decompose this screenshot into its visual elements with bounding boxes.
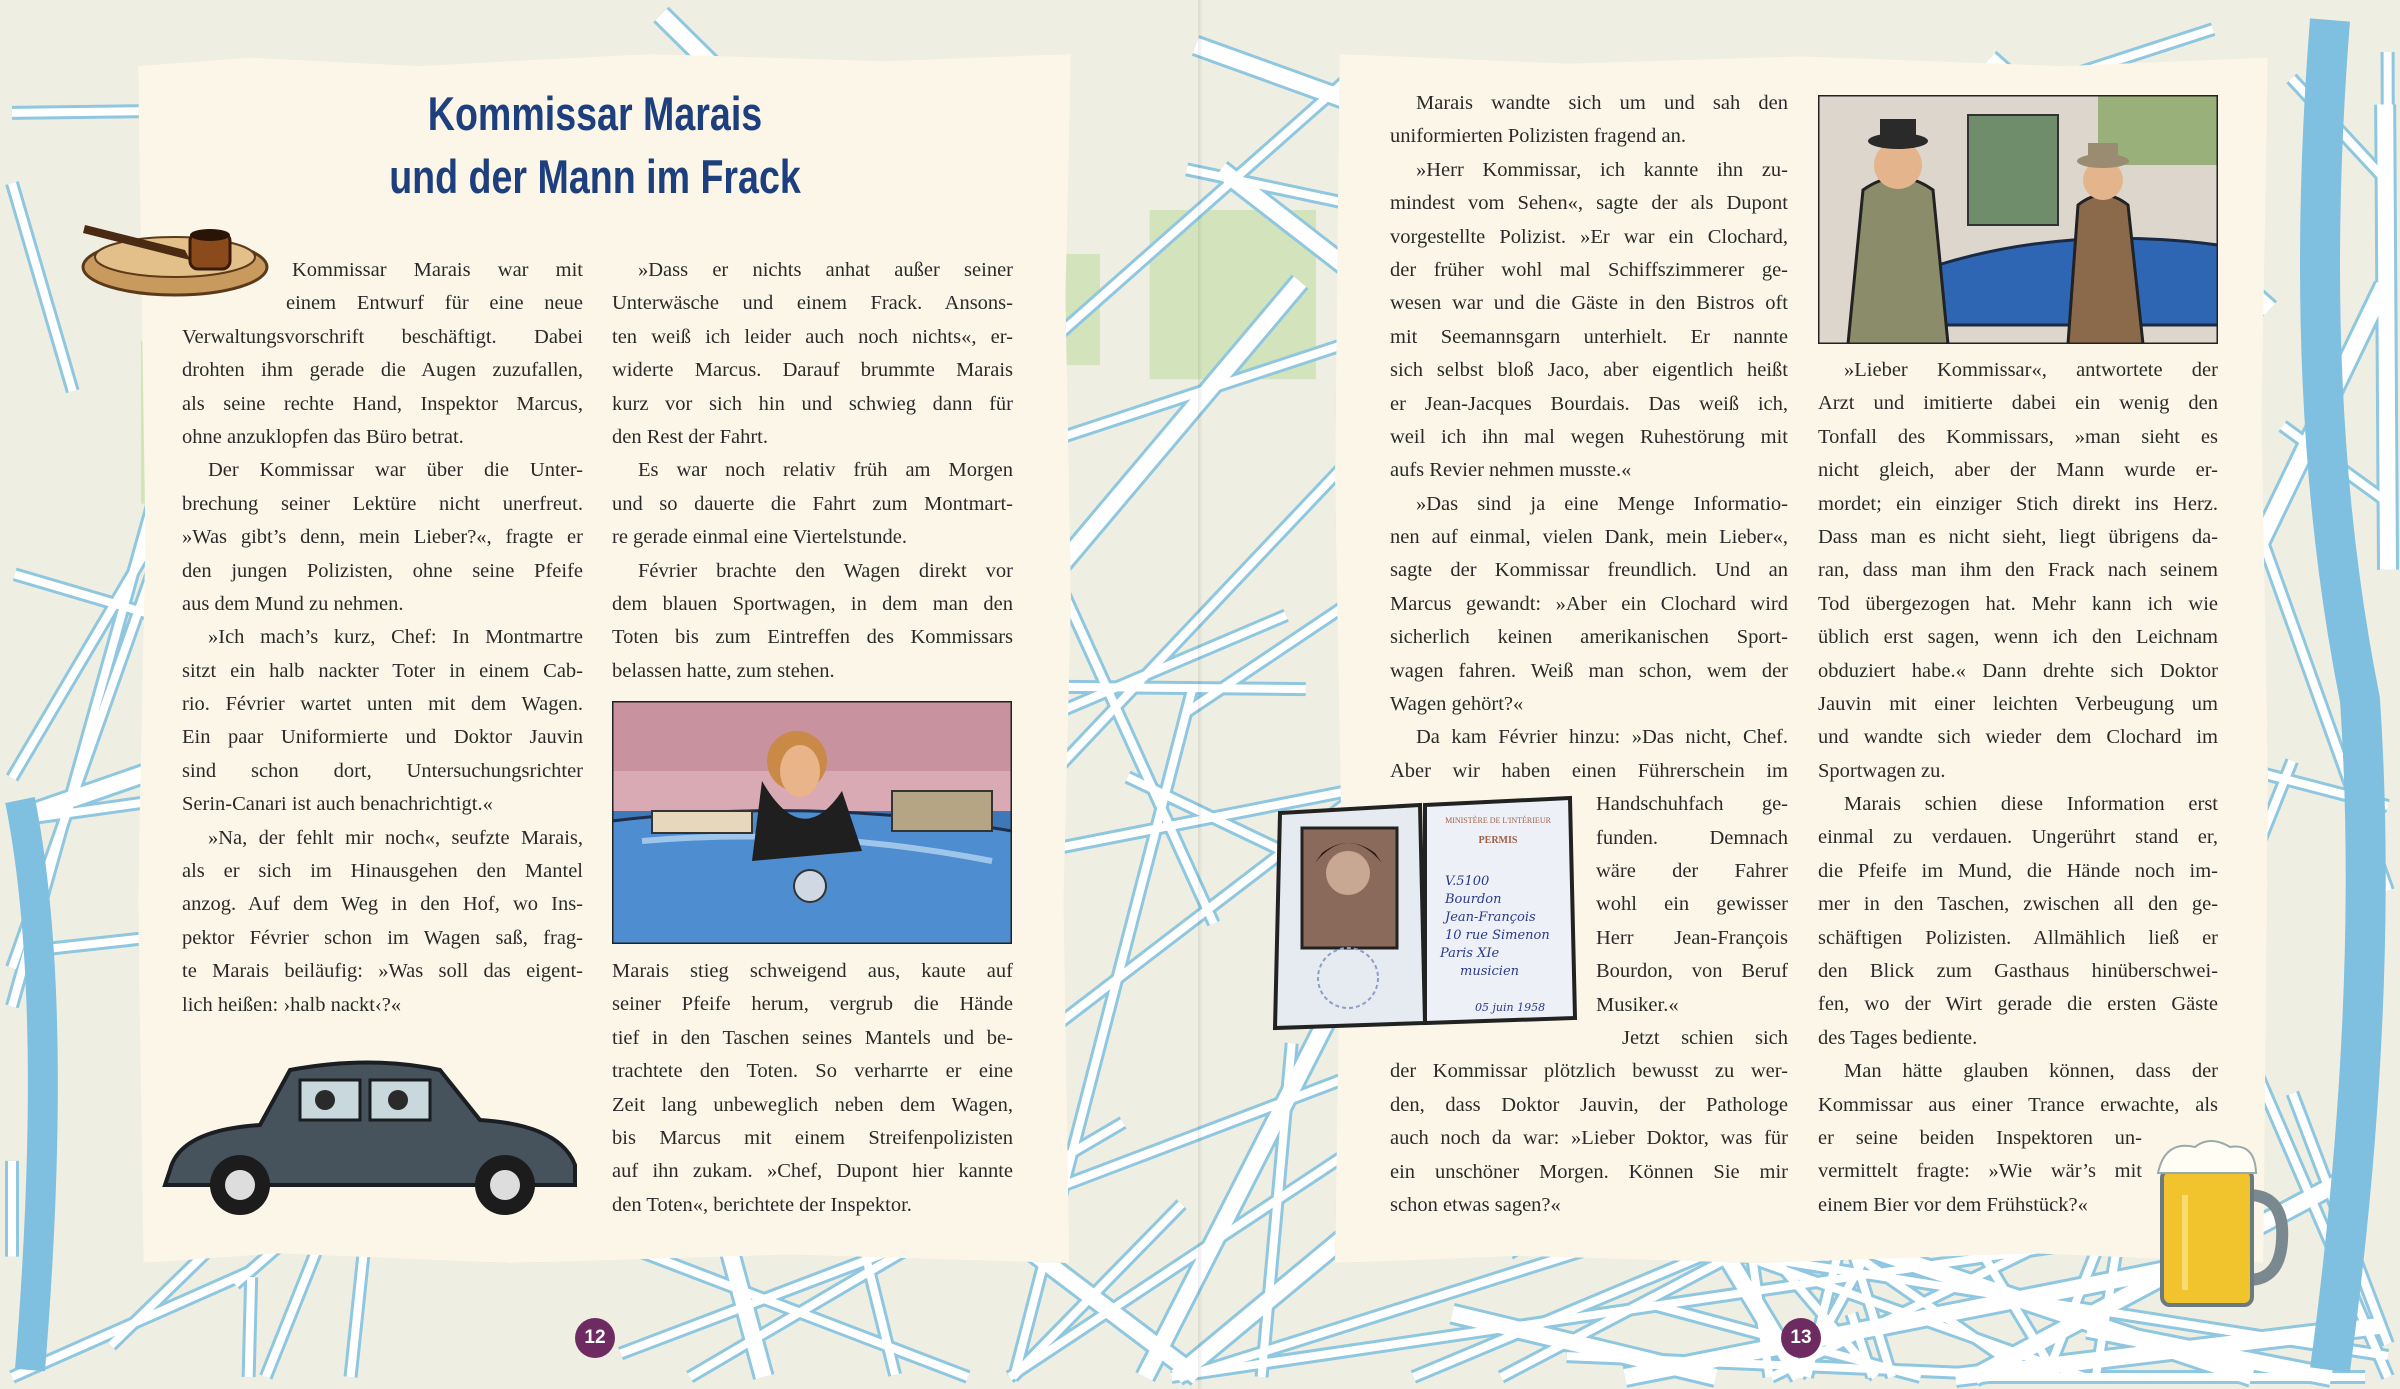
paragraph [612, 555, 1013, 689]
paragraph [612, 254, 1013, 454]
text-line: »Herr Kommissar, ich kannte ihn zu- [1416, 158, 1788, 181]
page-title [300, 82, 890, 208]
text-line: trachtete den Toten. So verharrte er eine [612, 1060, 1013, 1083]
text-line: auf ihn zukam. »Chef, Dupont hier kannte [612, 1160, 1013, 1183]
text-line: den jungen Polizisten, ohne seine Pfeife [182, 559, 583, 582]
license-profession: musicien [1460, 964, 1520, 979]
paragraph [1390, 87, 1788, 154]
text-line: Zeit lang unbeweglich neben dem Wagen, [612, 1093, 1013, 1116]
beer-mug-illustration [2150, 1135, 2290, 1315]
text-line: brechung seiner Lektüre nicht unerfreut. [182, 492, 583, 515]
license-heading: PERMIS [1478, 835, 1518, 846]
text-line: den Rest der Fahrt. [612, 425, 768, 448]
text-line: vorgestellte Polizist. »Er war ein Clochard, [1390, 225, 1788, 248]
text-line: widerte Marcus. Darauf brummte Marais [612, 359, 1013, 382]
drivers-license-illustration [1270, 793, 1580, 1038]
paragraph [1390, 154, 1788, 488]
text-line: belassen hatte, zum stehen. [612, 659, 835, 682]
vintage-car-illustration [150, 1050, 590, 1220]
text-line: re gerade einmal eine Viertelstunde. [612, 526, 907, 549]
text-line: seiner Pfeife herum, vergrub die Hände [612, 993, 1013, 1016]
text-line: Février brachte den Wagen direkt vor [638, 559, 1013, 582]
left-column-2-top [612, 254, 1013, 688]
text-line: er Jean-Jacques Bourdais. Das weiß ich, [1390, 392, 1788, 415]
text-line: pektor Février schon im Wagen saß, frag- [182, 926, 583, 949]
text-line: ein unschöner Morgen. Können Sie mir [1390, 1160, 1788, 1183]
text-line: bis Marcus mit einem Streifenpolizisten [612, 1126, 1013, 1149]
inspector-and-doctor-illustration [1818, 95, 2218, 344]
text-line: den Toten«, berichtete der Inspektor. [612, 1193, 912, 1216]
text-line: ran, dass man ihm den Frack nach seinem [1818, 559, 2218, 582]
paragraph [1390, 1022, 1788, 1222]
text-line: Der Kommissar war über die Unter- [208, 459, 583, 482]
text-line: uniformierten Polizisten fragend an. [1390, 125, 1687, 148]
text-line: wäre der Fahrer [1596, 859, 1788, 882]
text-line: Jauvin mit einer leichten Verbeugung um [1818, 692, 2218, 715]
text-line: der Kommissar plötzlich bewusst zu wer- [1390, 1060, 1788, 1083]
text-line: nen auf einmal, vielen Dank, mein Lieber«, [1390, 526, 1788, 549]
paragraph [1818, 788, 2218, 1055]
text-line: »Lieber Kommissar«, antwortete der [1844, 359, 2218, 381]
text-line: den, dass Doktor Jauvin, der Pathologe [1390, 1093, 1788, 1116]
text-line: te Marais beiläufig: »Was soll das eigent- [182, 960, 583, 983]
text-line: Marais stieg schweigend aus, kaute auf [612, 960, 1013, 982]
text-line: Sportwagen zu. [1818, 759, 1946, 782]
dead-man-in-car-illustration [612, 701, 1012, 944]
text-line: rio. Février wartet unten mit dem Wagen. [182, 693, 583, 716]
text-line: wesen war und die Gäste in den Bistros oft [1390, 292, 1788, 315]
text-line: Kommissar Marais war mit [292, 259, 583, 281]
license-number: V.5100 [1445, 874, 1490, 889]
text-line: »Na, der fehlt mir noch«, seufzte Marais, [208, 826, 583, 849]
text-line: sagte der Kommissar freundlich. Und an [1390, 559, 1788, 582]
text-line: der früher wohl mal Schiffszimmerer ge- [1390, 258, 1788, 281]
text-line: Es war noch relativ früh am Morgen [638, 459, 1013, 482]
text-line: Handschuhfach ge- [1596, 793, 1788, 816]
book-fold [1198, 0, 1202, 1389]
text-line: Da kam Février hinzu: »Das nicht, Chef. [1416, 726, 1788, 749]
license-date: 05 juin 1958 [1475, 1001, 1546, 1014]
text-line: Musiker.« [1596, 993, 1679, 1016]
street [249, 1277, 252, 1377]
text-line: vermittelt fragte: »Wie wär’s mit [1818, 1160, 2142, 1183]
text-line: mer in den Taschen, zwischen all den ge- [1818, 893, 2218, 916]
text-line: Dass man es nicht sieht, liegt übrigens da- [1818, 525, 2218, 548]
right-column-1 [1390, 87, 1788, 1222]
text-line: auch noch da war: »Lieber Doktor, was für [1390, 1127, 1788, 1150]
text-line: sicherlich keinen amerikanischen Sport- [1390, 626, 1788, 649]
text-line: dem blauen Sportwagen, in dem man den [612, 592, 1013, 615]
text-line: Unterwäsche und einem Frack. Ansons- [612, 292, 1013, 315]
text-line: fen, wo der Wirt gerade die ersten Gäste [1818, 993, 2218, 1016]
left-column-1 [182, 254, 583, 1022]
license-city: Paris XIe [1440, 946, 1500, 961]
title-line-1: Kommissar Marais [427, 87, 763, 140]
text-line: obduziert habe.« Dann drehte sich Doktor [1818, 659, 2218, 682]
text-line: anzog. Auf dem Weg in den Hof, wo Ins- [182, 893, 583, 916]
page-number-right: 13 [1781, 1318, 1821, 1358]
text-line: den Blick zum Gasthaus hinüberschwei- [1818, 960, 2218, 983]
text-line: lich heißen: ›halb nackt‹?« [182, 993, 402, 1016]
paragraph [612, 454, 1013, 554]
text-line: als er sich im Hinausgehen den Mantel [182, 860, 583, 883]
paragraph [182, 254, 583, 454]
text-line: Herr Jean-François [1596, 926, 1788, 949]
right-column-2 [1818, 354, 2218, 1222]
text-line: Serin-Canari ist auch benachrichtigt.« [182, 793, 493, 816]
text-line: nicht gleich, aber der Mann wurde er- [1818, 459, 2218, 482]
text-line: Bourdon, von Beruf [1596, 960, 1788, 983]
text-line: schon etwas sagen?« [1390, 1193, 1561, 1216]
text-line: Kommissar aus einer Trance erwachte, als [1818, 1093, 2218, 1116]
text-line: die Pfeife im Mund, die Hände noch im- [1818, 859, 2218, 882]
text-line: »Ich mach’s kurz, Chef: In Montmartre [208, 626, 583, 649]
text-line: einmal zu verdauen. Ungerührt stand er, [1818, 826, 2218, 849]
text-line: Marais schien diese Information erst [1844, 793, 2218, 816]
text-line: tief in den Taschen seines Mantels und be- [612, 1026, 1013, 1049]
text-line: Aber wir haben einen Führerschein im [1390, 759, 1788, 782]
text-line: Arzt und imitierte dabei ein wenig den [1818, 392, 2218, 415]
title-line-2: und der Mann im Frack [389, 150, 801, 203]
text-line: mordet; ein einziger Stich direkt ins Herz. [1818, 492, 2218, 515]
text-line: wagen fahren. Weiß man schon, wem der [1390, 659, 1788, 682]
text-line: als seine rechte Hand, Inspektor Marcus, [182, 392, 583, 415]
paragraph [182, 822, 583, 1022]
text-line: einem Bier vor dem Frühstück?« [1818, 1193, 2088, 1216]
text-line: Jetzt schien sich [1622, 1026, 1788, 1049]
text-line: aufs Revier nehmen musste.« [1390, 459, 1632, 482]
paragraph [1818, 354, 2218, 788]
text-line: »Das sind ja eine Menge Informatio- [1416, 492, 1788, 515]
text-line: Ein paar Uniformierte und Doktor Jauvin [182, 726, 583, 749]
text-line: üblich erst sagen, wenn ich den Leichnam [1818, 626, 2218, 649]
text-line: Wagen gehört?« [1390, 693, 1524, 716]
text-line: drohten ihm gerade die Augen zuzufallen, [182, 359, 583, 382]
text-line: Marcus gewandt: »Aber ein Clochard wird [1390, 592, 1788, 615]
text-line: »Was gibt’s denn, mein Lieber?«, fragte er [182, 526, 583, 549]
license-street: 10 rue Simenon [1445, 928, 1550, 943]
paragraph [182, 454, 583, 621]
text-line: sich selbst bloß Jaco, aber eigentlich heißt [1390, 359, 1788, 382]
text-line: mindest vom Sehen«, sagte der als Dupont [1390, 192, 1788, 215]
text-line: Tonfall des Kommissars, »man sieht es [1818, 425, 2218, 448]
text-line: sitzt ein halb nackter Toter in einem Cab- [182, 659, 583, 682]
text-line: ten weiß ich leider auch noch nichts«, er- [612, 325, 1013, 348]
paragraph [182, 621, 583, 821]
text-line: Toten bis zum Eintreffen des Kommissars [612, 626, 1013, 649]
text-line: ohne anzuklopfen das Büro betrat. [182, 425, 464, 448]
left-column-2-bottom [612, 955, 1013, 1222]
paragraph [1390, 488, 1788, 722]
text-line: des Tages bediente. [1818, 1026, 1978, 1049]
text-line: er seine beiden Inspektoren un- [1818, 1126, 2142, 1149]
text-line: kurz vor sich hin und schwieg dann für [612, 392, 1013, 415]
text-line: einem Entwurf für eine neue [286, 292, 583, 315]
text-line: schäftigen Polizisten. Allmählich ließ er [1818, 926, 2218, 949]
page-number-left: 12 [575, 1318, 615, 1358]
paragraph [612, 955, 1013, 1222]
text-line: sind schon dort, Untersuchungsrichter [182, 759, 583, 782]
text-line: Tod übergezogen hat. Mehr kann ich wie [1818, 592, 2218, 615]
text-line: wohl ein gewisser [1596, 893, 1788, 916]
text-line: mit Seemannsgarn unterhielt. Er nannte [1390, 325, 1788, 348]
text-line: Man hätte glauben können, dass der [1844, 1060, 2218, 1083]
text-line: und so dauerte die Fahrt zum Montmart- [612, 492, 1013, 515]
text-line: funden. Demnach [1596, 826, 1788, 849]
text-line: und wandte sich wieder dem Clochard im [1818, 726, 2218, 749]
text-line: Verwaltungsvorschrift beschäftigt. Dabei [182, 325, 583, 348]
text-line: aus dem Mund zu nehmen. [182, 592, 404, 615]
text-line: weil ich ihn mal wegen Ruhestörung mit [1390, 425, 1788, 448]
license-ministry: MINISTÈRE DE L'INTÉRIEUR [1445, 816, 1551, 825]
license-first-name: Jean-François [1445, 910, 1536, 925]
license-name: Bourdon [1445, 892, 1502, 907]
text-line: »Dass er nichts anhat außer seiner [638, 259, 1013, 281]
text-line: Marais wandte sich um und sah den [1416, 92, 1788, 114]
